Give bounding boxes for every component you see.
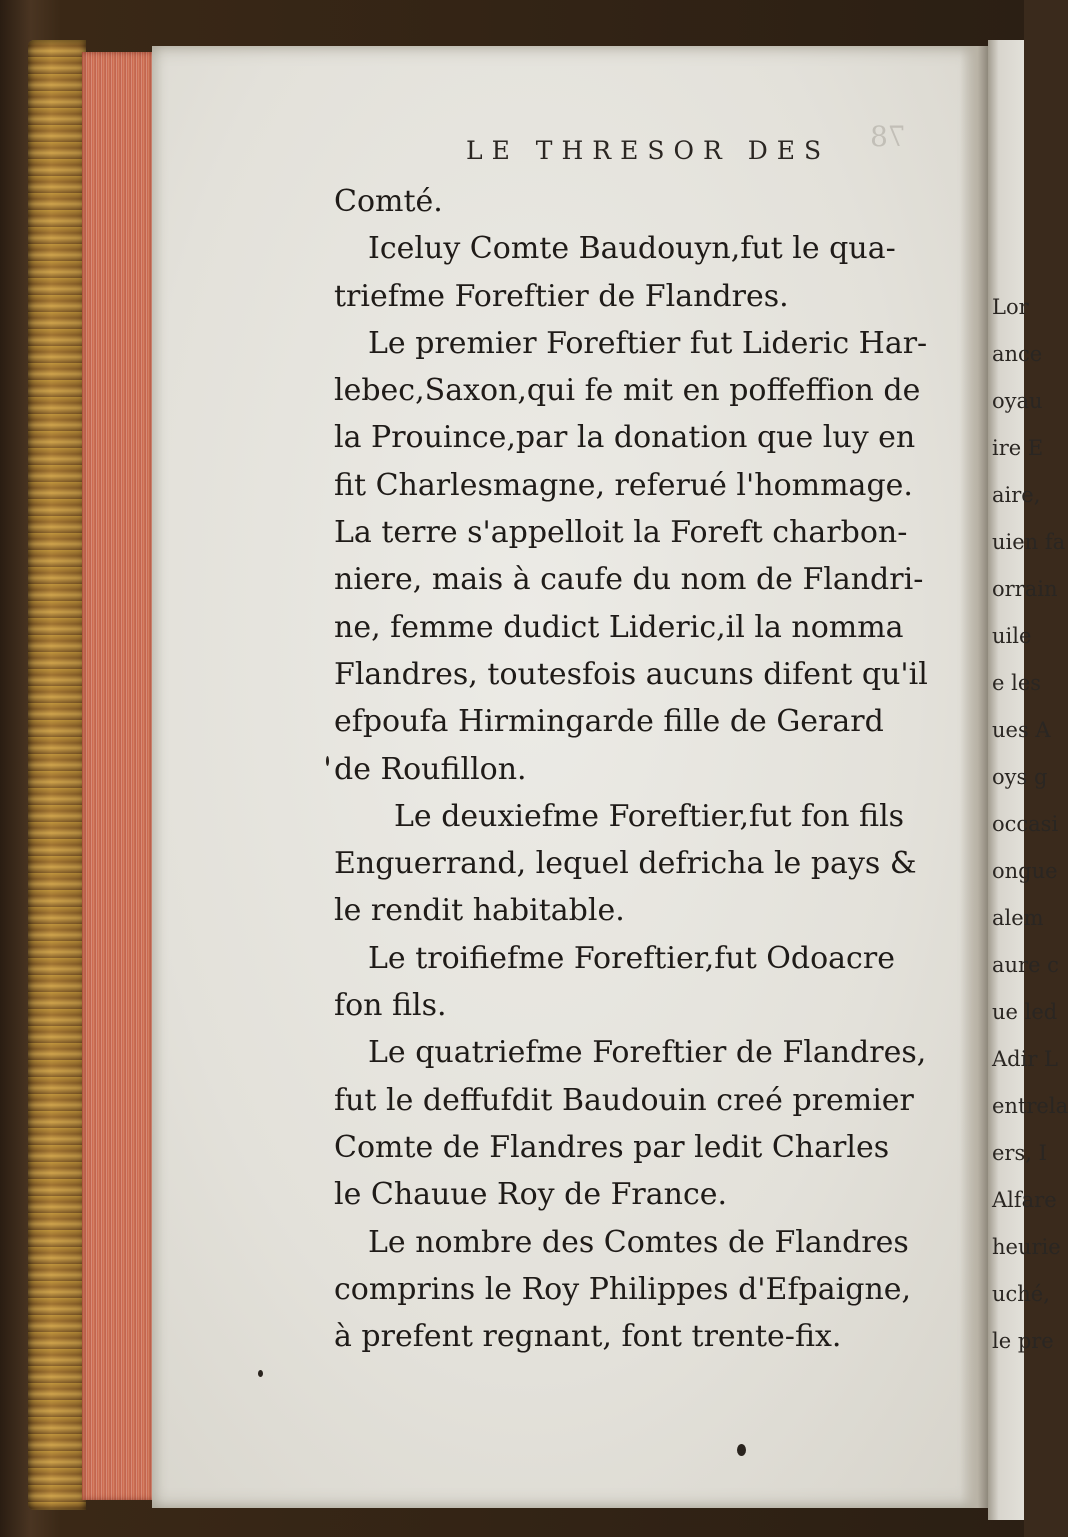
facing-page-text-fragment: ire E (992, 436, 1044, 460)
facing-page-text-fragment: aure c (992, 953, 1059, 977)
facing-page-text-fragment: ues A (992, 718, 1051, 742)
text-line: fon fils. (334, 988, 447, 1024)
text-line: comprins le Roy Philippes d'Efpaigne, (334, 1271, 912, 1307)
facing-page-text-fragment: orrain (992, 577, 1058, 601)
text-line: Le quatriefme Foreftier de Flandres, (368, 1035, 927, 1071)
text-line: de Roufillon. (334, 751, 527, 787)
text-line: le rendit habitable. (334, 893, 625, 929)
gilt-binding-edge (28, 40, 86, 1510)
text-line: la Prouince,par la donation que luy en (334, 420, 916, 456)
facing-page-text-fragment: ance (992, 342, 1043, 366)
facing-page-text-fragment: oyau (992, 389, 1043, 413)
facing-page-text-fragment: oys g (992, 765, 1048, 789)
text-line: La terre s'appelloit la Foreft charbon- (334, 515, 908, 551)
text-line: Le deuxiefme Foreftier,fut fon fils (394, 798, 905, 834)
facing-page-text-fragment: heurie (992, 1235, 1061, 1259)
facing-page-text-fragment: alem (992, 906, 1044, 930)
facing-page-text-fragment: entrela (992, 1094, 1068, 1118)
text-line: fit Charlesmagne, referué l'hommage. (334, 467, 913, 503)
facing-page-text-fragment: ers, I (992, 1141, 1047, 1165)
facing-page-text-fragment: le pre (992, 1329, 1054, 1353)
facing-page-text-fragment: occasi (992, 812, 1059, 836)
ink-speck (258, 1370, 263, 1377)
text-line: le Chauue Roy de France. (334, 1177, 728, 1213)
facing-page-text-fragment: aire, (992, 483, 1041, 507)
facing-page-text-fragment: Alfare (992, 1188, 1057, 1212)
facing-page-text-fragment: e les (992, 671, 1042, 695)
text-line: Comte de Flandres par ledit Charles (334, 1129, 890, 1165)
text-line: à prefent regnant, font trente-fix. (334, 1319, 842, 1355)
ink-speck (326, 756, 329, 766)
text-line: niere, mais à caufe du nom de Flandri- (334, 562, 924, 598)
ink-speck (737, 1444, 746, 1456)
text-line: Le premier Foreftier fut Lideric Har- (368, 325, 928, 361)
facing-page-text-fragment: ongue (992, 859, 1058, 883)
text-line: Iceluy Comte Baudouyn,fut le qua- (368, 231, 896, 267)
show-through-mark: 78 (870, 120, 906, 153)
text-line: triefme Foreftier de Flandres. (334, 278, 789, 314)
text-line: Le troifiefme Foreftier,fut Odoacre (368, 940, 895, 976)
text-line: ne, femme dudict Lideric,il la nomma (334, 609, 904, 645)
facing-page-text-fragment: uché, (992, 1282, 1050, 1306)
text-line: Le nombre des Comtes de Flandres (368, 1224, 909, 1260)
facing-page-text-fragment: uien fa (992, 530, 1066, 554)
red-page-edges (82, 52, 154, 1500)
text-line: fut le deffufdit Baudouin creé premier (334, 1082, 914, 1118)
text-line: Enguerrand, lequel defricha le pays & (334, 846, 917, 882)
text-line: Comté. (334, 184, 443, 219)
facing-page-text-fragment: uile (992, 624, 1032, 648)
facing-page-text-fragment: Lor (992, 295, 1029, 319)
facing-page-text-fragment: Adir L (992, 1047, 1058, 1071)
text-line: Flandres, toutesfois aucuns difent qu'il (334, 656, 928, 692)
facing-page-fragment (988, 40, 1068, 1520)
facing-page-text-fragment: ue led (992, 1000, 1058, 1024)
page-body-text (334, 178, 962, 1360)
text-line: lebec,Saxon,qui fe mit en poffeffion de (334, 373, 921, 409)
text-line: efpoufa Hirmingarde fille de Gerard (334, 704, 884, 740)
running-head: LE THRESOR DES (466, 136, 831, 165)
